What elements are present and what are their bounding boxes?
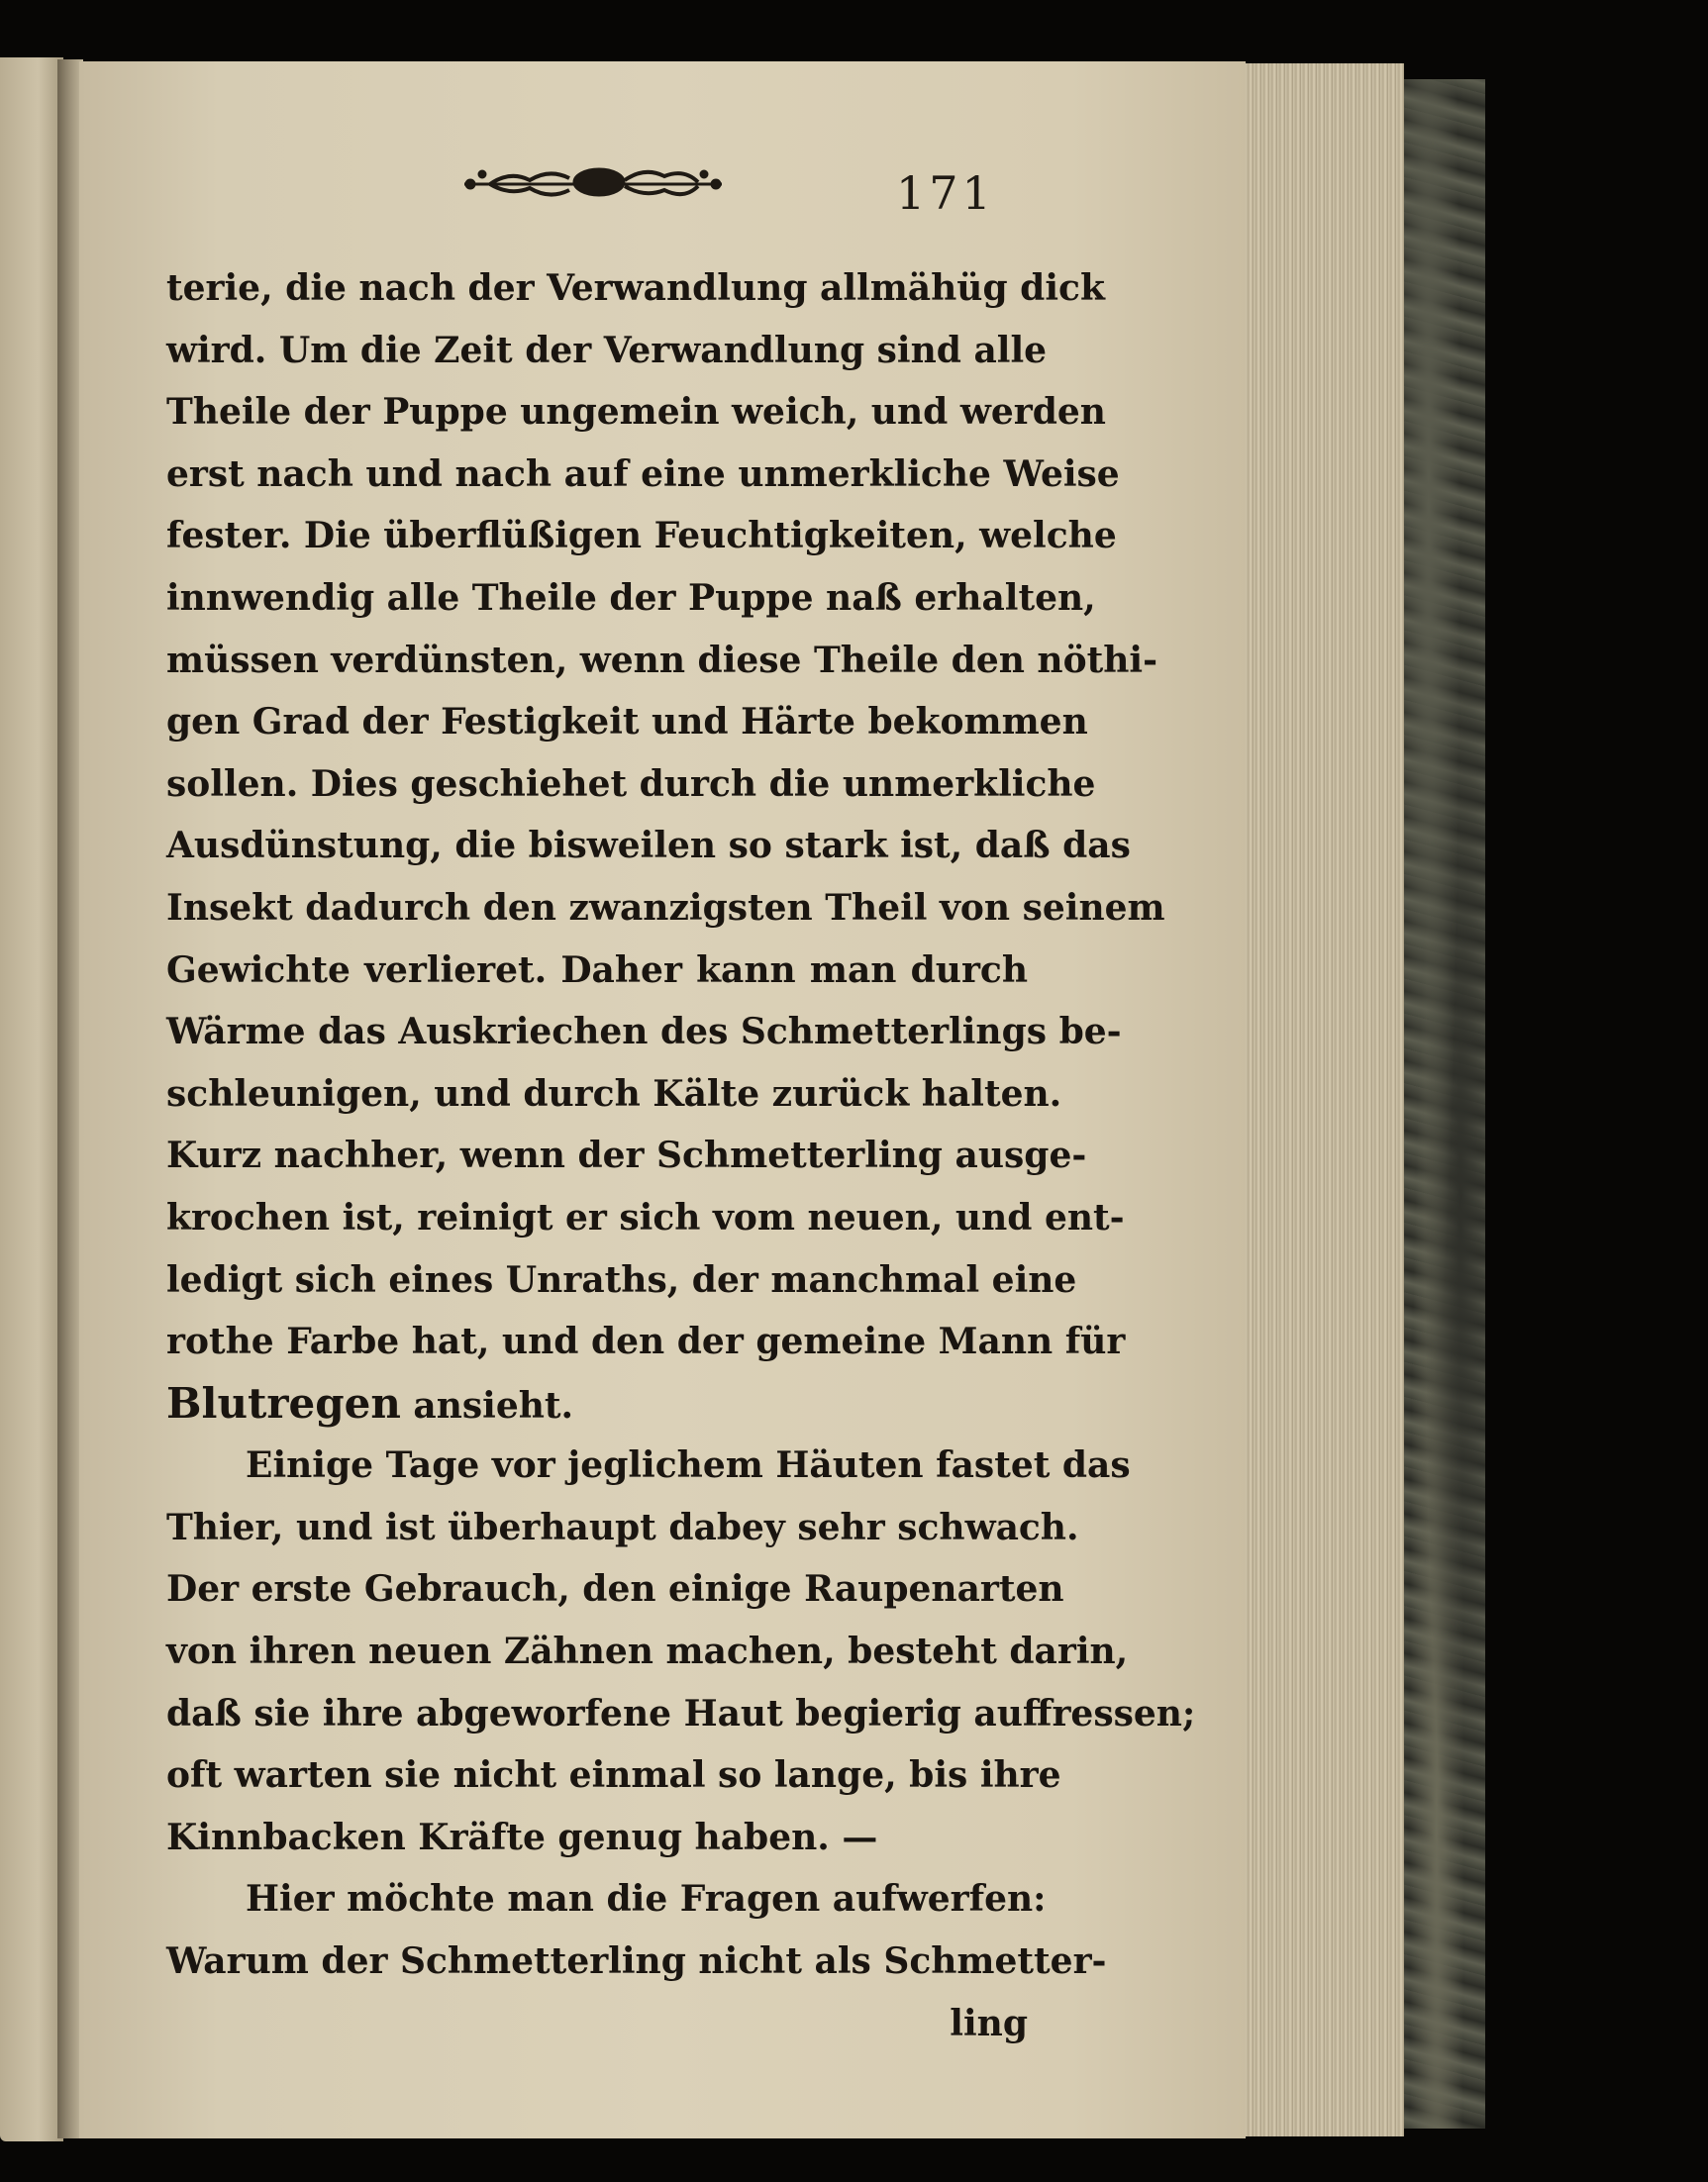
emphasized-word: Blutregen [166,1378,401,1428]
text-line: Ausdünstung, die bisweilen so stark ist, daß das [166,825,1131,867]
text-line: schleunigen, und durch Kälte zurück halten. [166,1072,1062,1115]
text-line: Kurz nachher, wenn der Schmetterling ausge- [166,1135,1087,1177]
line-rest: ansieht. [400,1384,574,1427]
text-line: müssen verdünsten, wenn diese Theile den nöthi- [166,639,1158,681]
text-line: Thier, und ist überhaupt dabey sehr schwach. [166,1506,1079,1548]
page-block-edges [1246,63,1404,2136]
text-line [166,1373,1028,1436]
text-line: innwendig alle Theile der Puppe naß erhalten, [166,576,1096,619]
text-line: Wärme das Auskriechen des Schmetterlings be- [166,1011,1122,1053]
text-line: Insekt dadurch den zwanzigsten Theil von seinem [166,886,1165,929]
text-line: Gewichte verlieret. Daher kann man durch [166,948,1028,991]
text-line: rothe Farbe hat, und den der gemeine Mann für [166,1321,1126,1363]
text-line: Kinnbacken Kräfte genug haben. — [166,1816,878,1858]
text-line: oft warten sie nicht einmal so lange, bis ihre [166,1754,1061,1797]
text-line: terie, die nach der Verwandlung allmähüg dick [166,267,1105,309]
catchword: ling [950,2002,1028,2044]
text-line: daß sie ihre abgeworfene Haut begierig auffressen; [166,1692,1196,1735]
text-line: sollen. Dies geschiehet durch die unmerkliche [166,762,1096,805]
text-line: von ihren neuen Zähnen machen, besteht darin, [166,1631,1129,1673]
text-line: krochen ist, reinigt er sich vom neuen, und ent- [166,1196,1125,1239]
page-text [166,257,1196,2054]
text-line: Warum der Schmetterling nicht als Schmetter- [166,1940,1107,1983]
text-line: ledigt sich eines Unraths, der manchmal eine [166,1258,1077,1301]
marbled-cover-edge [1404,79,1485,2129]
text-line: Einige Tage vor jeglichem Häuten fastet das [246,1444,1131,1487]
text-line: wird. Um die Zeit der Verwandlung sind alle [166,329,1048,371]
left-page-edge [0,57,63,2141]
fleuron-ornament-icon [460,160,726,204]
text-line: fester. Die überflüßigen Feuchtigkeiten, welche [166,515,1117,557]
page-number: 171 [896,166,995,220]
text-line: Der erste Gebrauch, den einige Raupenarten [166,1568,1064,1611]
text-line: Hier möchte man die Fragen aufwerfen: [246,1878,1047,1921]
text-line: erst nach und nach auf eine unmerkliche Weise [166,452,1120,495]
text-line: gen Grad der Festigkeit und Härte bekommen [166,701,1088,744]
text-line: Theile der Puppe ungemein weich, und werden [166,391,1106,434]
